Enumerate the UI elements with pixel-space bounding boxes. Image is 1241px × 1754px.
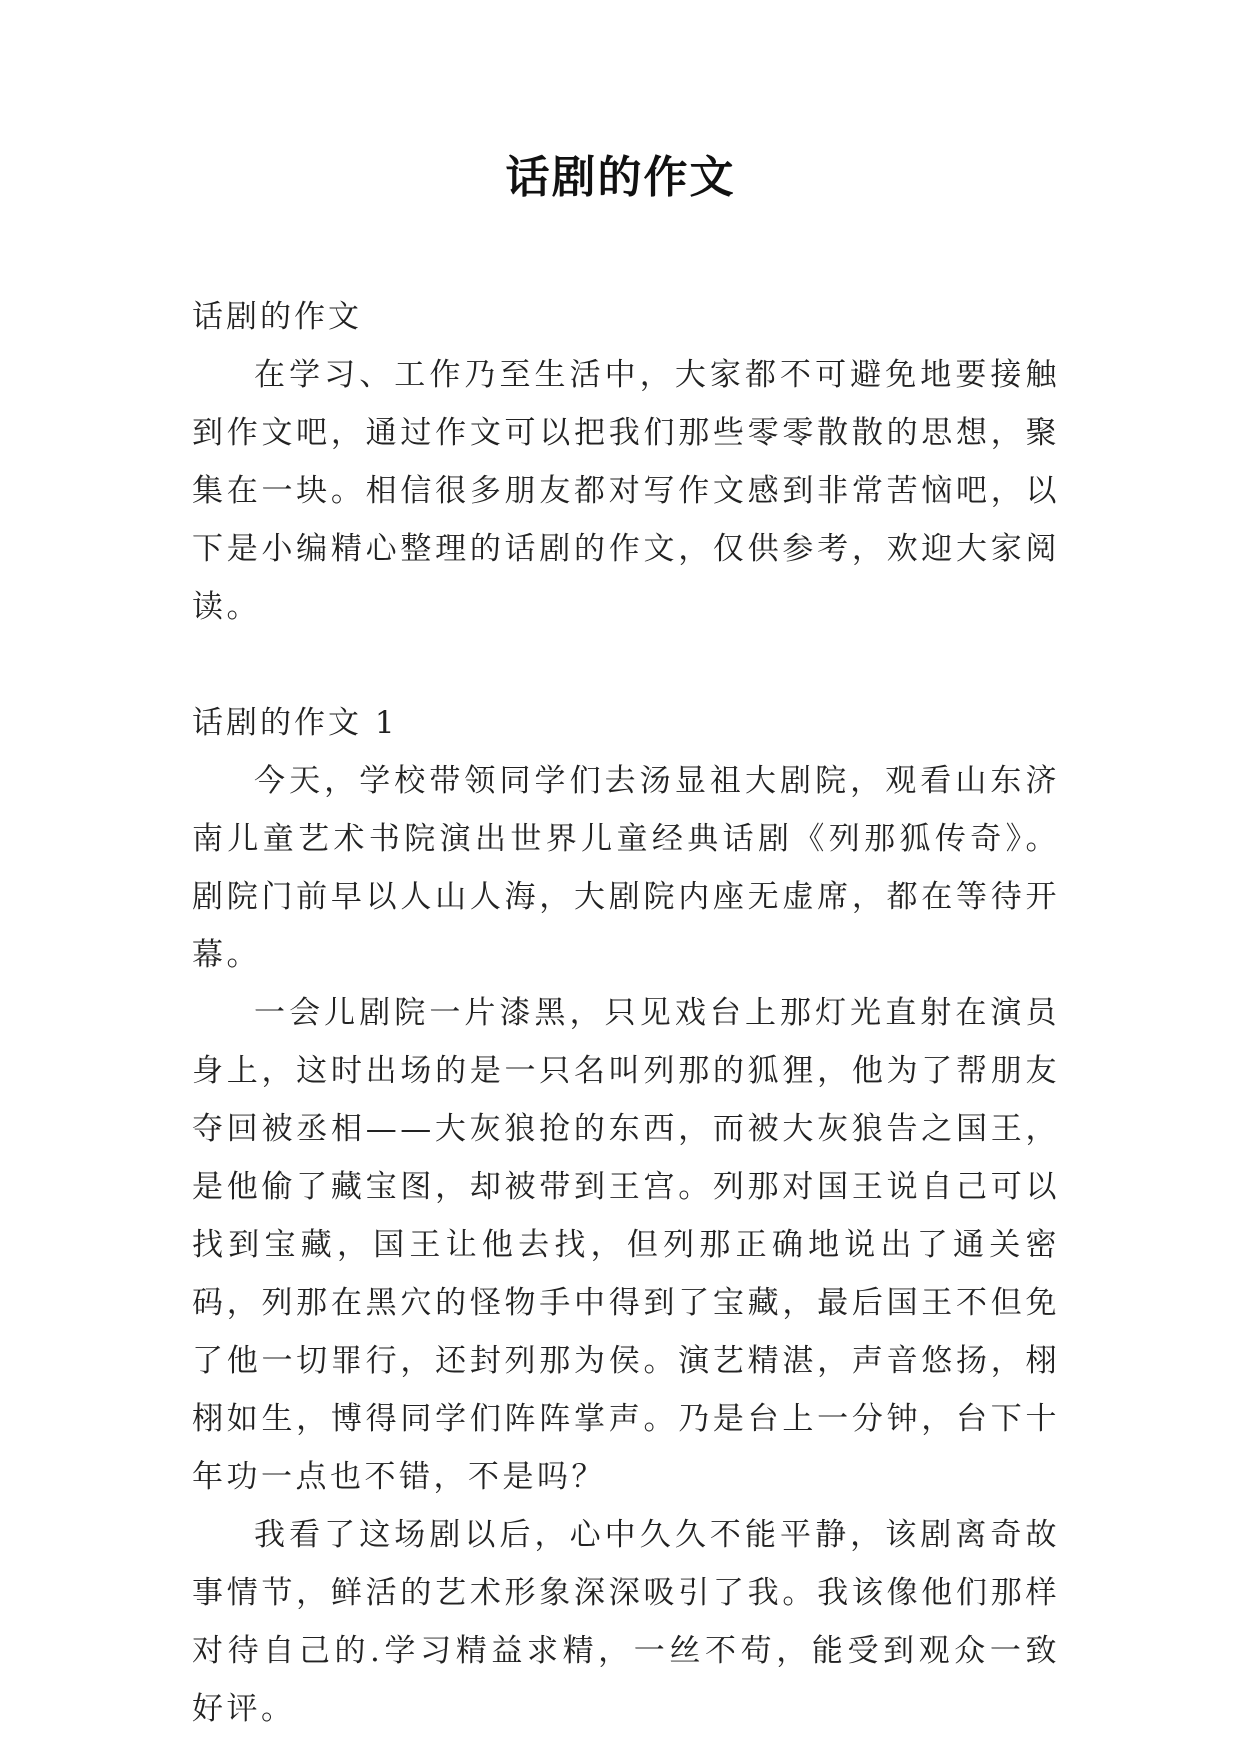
- intro-heading: 话剧的作文: [192, 299, 362, 335]
- intro-paragraph: 在学习、工作乃至生活中，大家都不可避免地要接触到作文吧，通过作文可以把我们那些零零散散的思想，聚集在一块。相信很多朋友都对写作文感到非常苦恼吧，以下是小编精心整理的话剧的作文，仅供参考，欢迎大家阅读。: [192, 357, 1060, 625]
- document-body: [192, 288, 1060, 1738]
- essay-1-heading: 话剧的作文 1: [192, 705, 398, 741]
- document-title: 话剧的作文: [505, 152, 736, 203]
- essay-1-paragraph-3: 我看了这场剧以后，心中久久不能平静，该剧离奇故事情节，鲜活的艺术形象深深吸引了我。我该像他们那样对待自己的.学习精益求精，一丝不苟，能受到观众一致好评。: [192, 1517, 1060, 1727]
- essay-1-paragraph-2: 一会儿剧院一片漆黑，只见戏台上那灯光直射在演员身上，这时出场的是一只名叫列那的狐狸，他为了帮朋友夺回被丞相——大灰狼抢的东西，而被大灰狼告之国王，是他偷了藏宝图，却被带到王宫。列那对国王说自己可以找到宝藏，国王让他去找，但列那正确地说出了通关密码，列那在黑穴的怪物手中得到了宝藏，最后国王不但免了他一切罪行，还封列那为侯。演艺精湛，声音悠扬，栩栩如生，博得同学们阵阵掌声。乃是台上一分钟，台下十年功一点也不错，不是吗？: [192, 995, 1060, 1495]
- section-spacer: [192, 636, 1060, 694]
- essay-1-paragraph-1: 今天，学校带领同学们去汤显祖大剧院，观看山东济南儿童艺术书院演出世界儿童经典话剧《列那狐传奇》。剧院门前早以人山人海，大剧院内座无虚席，都在等待开幕。: [192, 763, 1060, 973]
